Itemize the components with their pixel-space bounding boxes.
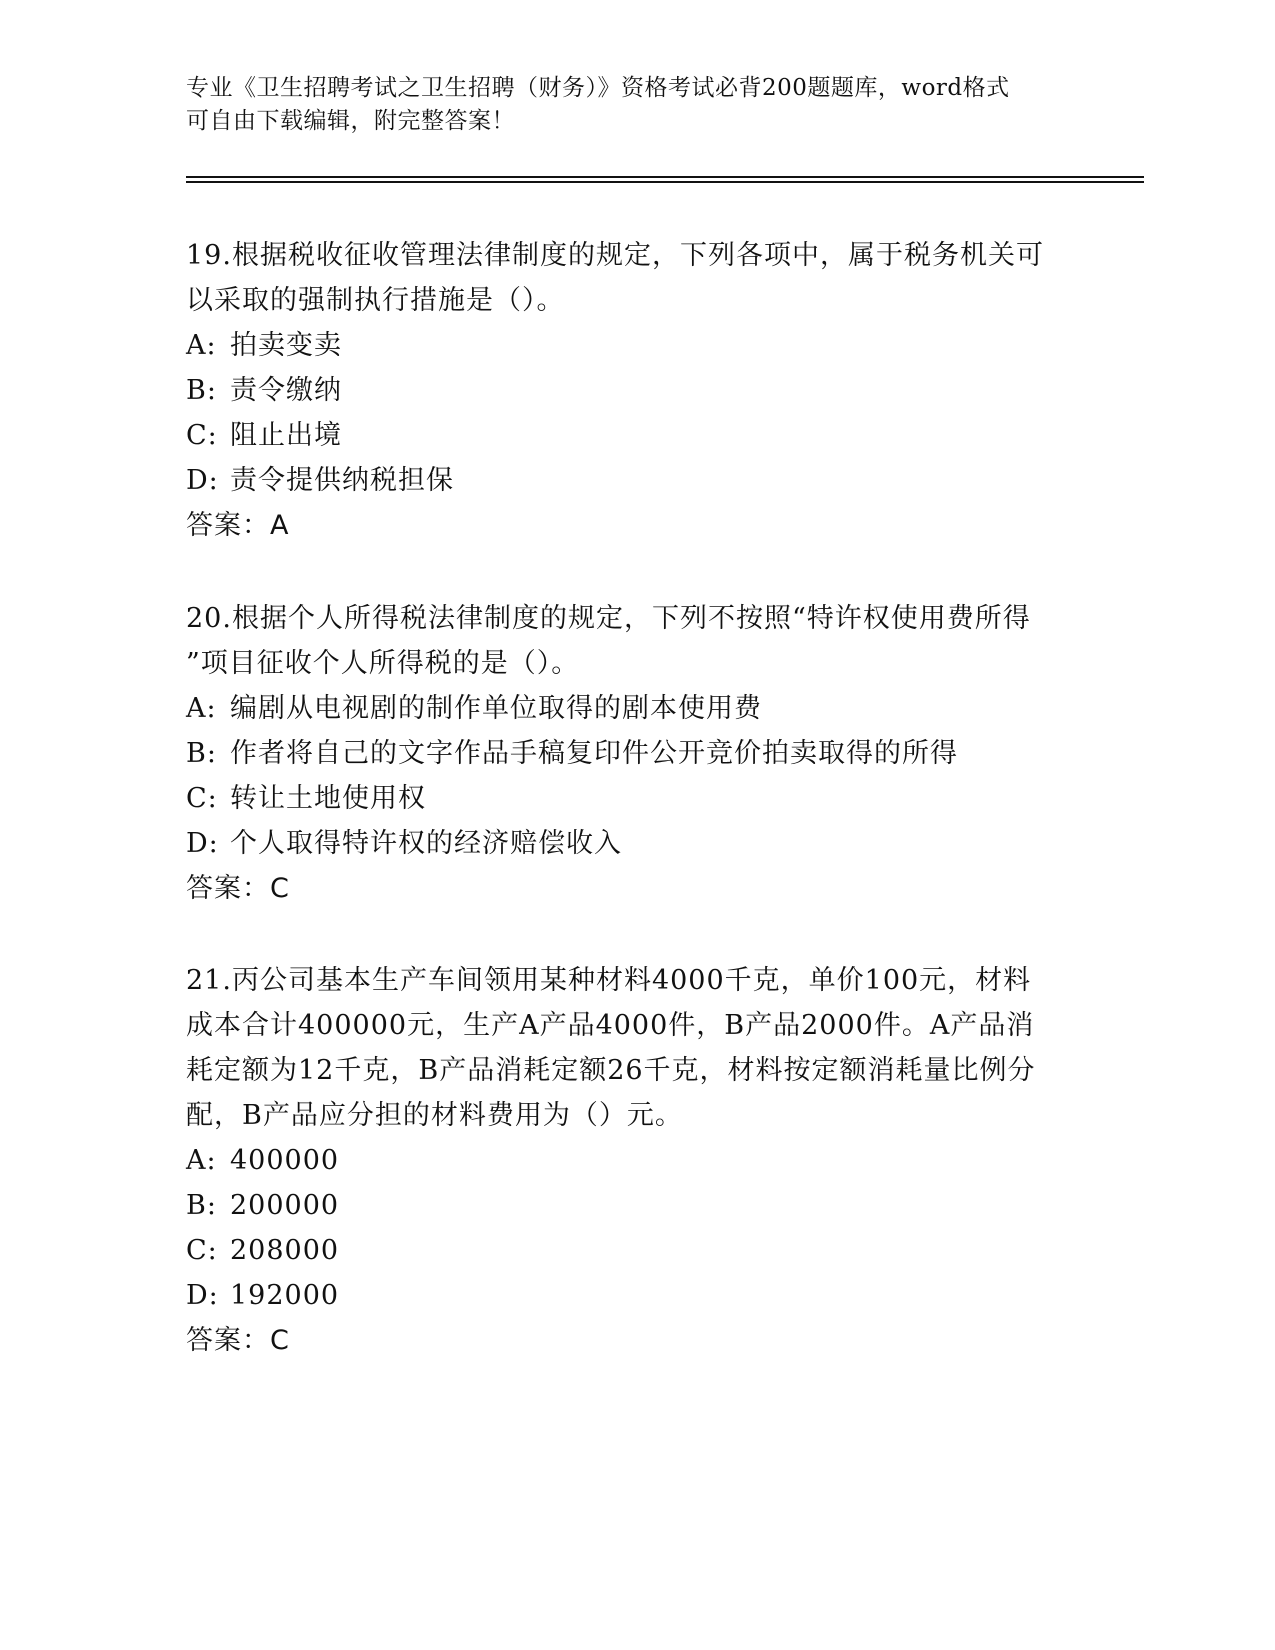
option-letter: C: <box>186 420 218 451</box>
stem-line: 耗定额为12千克，B产品消耗定额26千克，材料按定额消耗量比例分 <box>186 1055 1036 1086</box>
option-b <box>186 368 1086 413</box>
stem-line: ”项目征收个人所得税的是（）。 <box>186 648 580 679</box>
document-header <box>186 72 1086 138</box>
option-letter: C: <box>186 1235 218 1266</box>
option-letter: C: <box>186 783 218 814</box>
option-text: 208000 <box>230 1235 340 1266</box>
option-letter: A: <box>186 330 217 361</box>
option-letter: D: <box>186 1280 219 1311</box>
option-letter: D: <box>186 465 219 496</box>
option-text: 拍卖变卖 <box>230 330 342 361</box>
stem-line: 成本合计400000元，生产A产品4000件，B产品2000件。A产品消 <box>186 1010 1035 1041</box>
stem-line: 20.根据个人所得税法律制度的规定，下列不按照“特许权使用费所得 <box>186 603 1031 634</box>
option-text: 个人取得特许权的经济赔偿收入 <box>230 828 622 859</box>
option-c <box>186 1228 1086 1273</box>
answer-line: 答案：A <box>186 510 290 541</box>
header-line-1: 专业《卫生招聘考试之卫生招聘（财务）》资格考试必背200题题库，word格式 <box>186 75 1010 101</box>
option-text: 编剧从电视剧的制作单位取得的剧本使用费 <box>230 693 762 724</box>
option-letter: A: <box>186 1145 217 1176</box>
option-d <box>186 821 1086 866</box>
option-text: 阻止出境 <box>230 420 342 451</box>
option-text: 200000 <box>230 1190 340 1221</box>
options-list <box>186 686 1086 866</box>
options-list <box>186 1138 1086 1318</box>
stem-line: 配，B产品应分担的材料费用为（）元。 <box>186 1100 683 1131</box>
option-letter: D: <box>186 828 219 859</box>
option-a <box>186 686 1086 731</box>
question-stem <box>186 958 1086 1138</box>
option-text: 作者将自己的文字作品手稿复印件公开竞价拍卖取得的所得 <box>230 738 958 769</box>
option-letter: B: <box>186 738 217 769</box>
options-list <box>186 323 1086 503</box>
option-d <box>186 1273 1086 1318</box>
option-a <box>186 1138 1086 1183</box>
option-text: 400000 <box>230 1145 340 1176</box>
option-b <box>186 731 1086 776</box>
option-letter: A: <box>186 693 217 724</box>
answer-line: 答案：C <box>186 873 290 904</box>
header-line-2: 可自由下载编辑，附完整答案！ <box>186 108 515 134</box>
option-b <box>186 1183 1086 1228</box>
option-c <box>186 776 1086 821</box>
header-divider-bottom <box>186 181 1144 183</box>
option-c <box>186 413 1086 458</box>
question-stem <box>186 596 1086 686</box>
option-letter: B: <box>186 1190 217 1221</box>
header-divider-top <box>186 176 1144 178</box>
option-text: 责令提供纳税担保 <box>230 465 454 496</box>
question-stem <box>186 233 1086 323</box>
option-text: 转让土地使用权 <box>230 783 426 814</box>
question-21 <box>186 958 1086 1363</box>
question-20 <box>186 596 1086 911</box>
stem-line: 21.丙公司基本生产车间领用某种材料4000千克，单价100元，材料 <box>186 965 1032 996</box>
answer-line: 答案：C <box>186 1325 290 1356</box>
option-text: 责令缴纳 <box>230 375 342 406</box>
option-text: 192000 <box>230 1280 340 1311</box>
stem-line: 19.根据税收征收管理法律制度的规定，下列各项中，属于税务机关可 <box>186 240 1044 271</box>
option-d <box>186 458 1086 503</box>
stem-line: 以采取的强制执行措施是（）。 <box>186 285 565 316</box>
option-a <box>186 323 1086 368</box>
question-19 <box>186 233 1086 548</box>
option-letter: B: <box>186 375 217 406</box>
